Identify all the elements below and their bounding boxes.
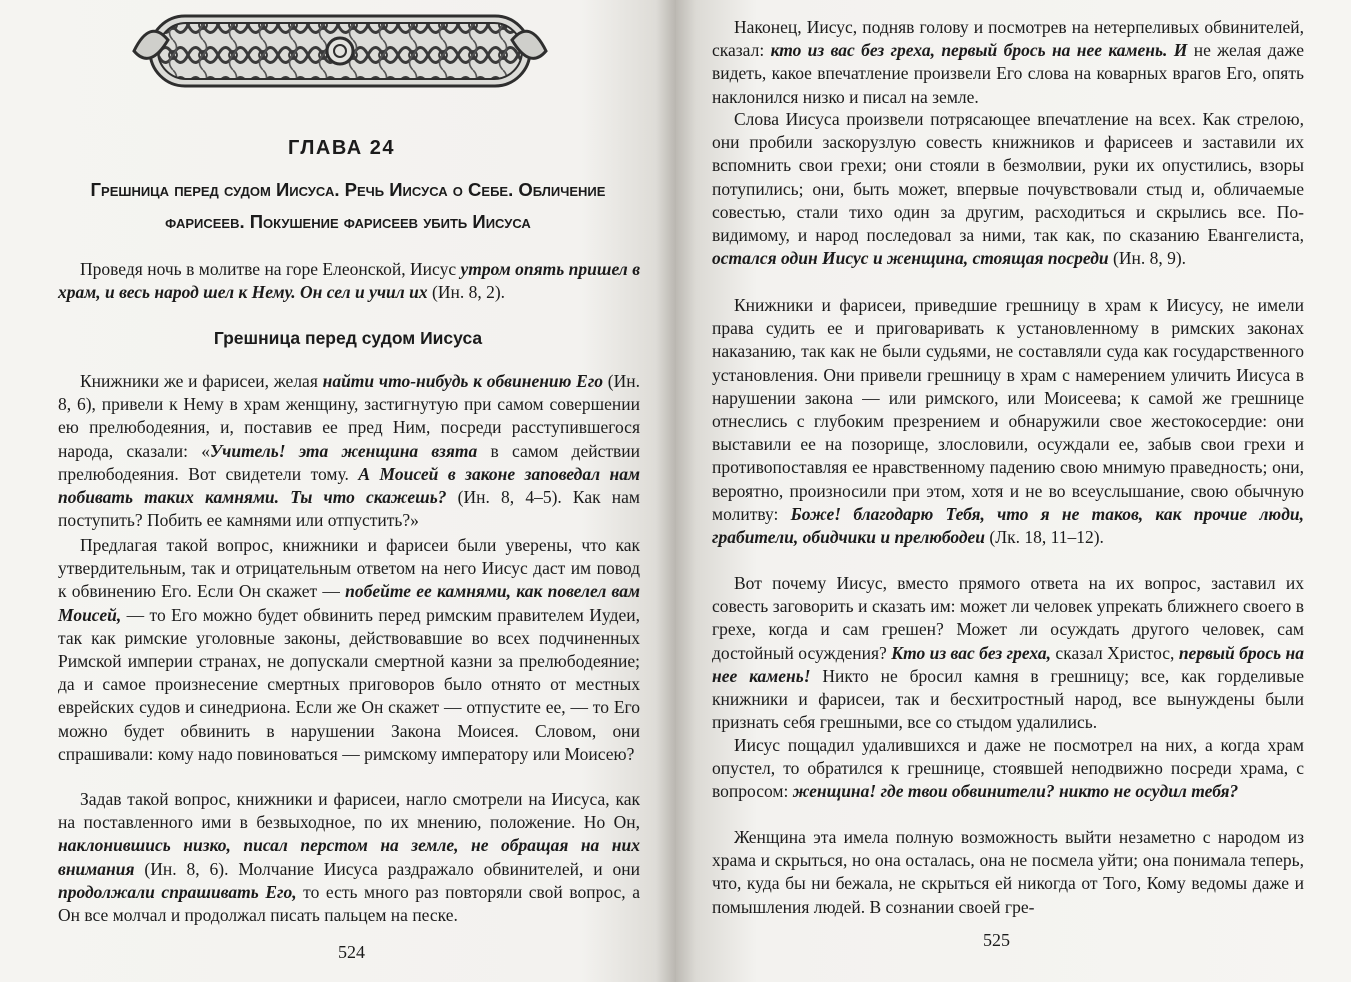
knotwork-ornament bbox=[128, 10, 552, 92]
paragraph-1: Книжники же и фарисеи, желая найти что-нибудь к обвинению Его (Ин. 8, 6), привели к Нему в храм женщину, застигнутую при самом совершении ею прелюбодеяния, и, поставив ее пред Ним, посреди расступившегося народа, сказали: «Учитель! эта женщина взята в самом действии прелюбодеяния. Вот свидетели тому. А Моисей в законе заповедал нам побивать таких камнями. Ты что скажешь? (Ин. 8, 4–5). Как нам поступить? Побить ее камнями или отпустить?» bbox=[58, 371, 641, 531]
intro-paragraph: Проведя ночь в молитве на горе Елеонской, Иисус утром опять пришел в храм, и весь народ шел к Нему. Он сел и учил их (Ин. 8, 2). bbox=[58, 259, 641, 303]
chapter-heading: ГЛАВА 24 bbox=[288, 137, 396, 159]
paragraph-5: Иисус пощадил удалившихся и даже не посмотрел на них, а когда храм опустел, то обратился к грешнице, стоявшей неподвижно посреди храма, с вопросом: женщина! где твои обвинители? никто не осудил тебя? bbox=[712, 735, 1304, 802]
paragraph-3: Задав такой вопрос, книжники и фарисеи, нагло смотрели на Иисуса, как на поставленного ими в безвыходное, по их мнению, положение. Но Он, наклонившись низко, писал перстом на земле, не обращая на них внимания (Ин. 8, 6). Молчание Иисуса раздражало обвинителей, и они продолжали спрашивать Его, то есть много раз повторяли свой вопрос, а Он все молчал и продолжал писать пальцем на песке. bbox=[58, 789, 640, 926]
right-page bbox=[676, 0, 1351, 982]
chapter-title: Грешница перед судом Иисуса. Речь Иисуса о Себе. Обличение фарисеев. Покушение фарисеев убить Иисуса bbox=[90, 179, 606, 232]
paragraph-1: Наконец, Иисус, подняв голову и посмотрев на нетерпеливых обвинителей, сказал: кто из вас без греха, первый брось на нее камень. И не желая даже видеть, какое впечатление произвели Его слова на коварных врагов Его, опять наклонился низко и писал на земле. bbox=[712, 17, 1305, 107]
page-number: 525 bbox=[983, 930, 1010, 950]
page-number: 524 bbox=[338, 942, 365, 962]
paragraph-6: Женщина эта имела полную возможность выйти незаметно с народом из храма и скрыться, но она осталась, она не посмела уйти; она понимала теперь, что, куда бы ни бежала, не скрыться ей никогда от Того, Кому ведомы даже и помышления людей. В сознании своей гре- bbox=[712, 827, 1304, 917]
paragraph-4: Вот почему Иисус, вместо прямого ответа на их вопрос, заставил их совесть заговорить и сказать им: может ли человек упрекать ближнего своего в грехе, когда и сам грешен? Может ли осуждать другого человек, сам достойный осуждения? Кто из вас без греха, сказал Христос, первый брось на нее камень! Никто не бросил камня в грешницу; все, как горделивые книжники и фарисеи, так и бесхитростный народ, все вынуждены были признать себя грешными, все со стыдом удалились. bbox=[712, 573, 1305, 733]
paragraph-2: Предлагая такой вопрос, книжники и фарисеи были уверены, что как утвердительным, так и отрицательным ответом на него Иисус даст им повод к обвинению Его. Если Он скажет — побейте ее камнями, как повелел вам Моисей, — то Его можно будет обвинить перед римским правителем Иудеи, так как римские уголовные законы, действовавшие во всех подчиненных Римской империи странах, не допускали смертной казни за прелюбодеяние; да и самое произнесение смертных приговоров было отнято от местных еврейских судов и синедриона. Если же Он скажет — отпустите ее, — то Его можно будет обвинить в нарушении Закона Моисея. Словом, они спрашивали: кому надо повиноваться — римскому императору или Моисею? bbox=[58, 535, 640, 764]
section-heading: Грешница перед судом Иисуса bbox=[213, 328, 483, 348]
paragraph-3: Книжники и фарисеи, приведшие грешницу в храм к Иисусу, не имели права судить ее и приговаривать к установленному в римских законах наказанию, так как не были судьями, не составляли суда как государственного установления. Они привели грешницу в храм с намерением уличить Иисуса в нарушении закона — или римского, или Моисеева; к самой же грешнице отнеслись с глубоким презрением и обнаружили свое жестокосердие: они выставили ее на позорище, злословили, осуждали ее, забыв свои грехи и противопоставляя ее нравственному падению свою мнимую праведность; они, вероятно, произносили при этом, хотя и не во всеуслышание, свою обычную молитву: Боже! благодарю Тебя, что я не таков, как прочие люди, грабители, обидчики и прелюбодеи (Лк. 18, 11–12). bbox=[712, 295, 1304, 548]
paragraph-2: Слова Иисуса произвели потрясающее впечатление на всех. Как стрелою, они пробили заскорузлую совесть книжников и фарисеев и заставили их вспомнить свои грехи; они стояли в безмолвии, руки их опустились, взоры потупились; они, быть может, впервые почувствовали стыд и, обличаемые совестью, стали тихо один за другим, расходиться и скрылись все. По-видимому, и народ последовал за ними, так как, по сказанию Евангелиста, остался один Иисус и женщина, стоящая посреди (Ин. 8, 9). bbox=[712, 109, 1304, 269]
